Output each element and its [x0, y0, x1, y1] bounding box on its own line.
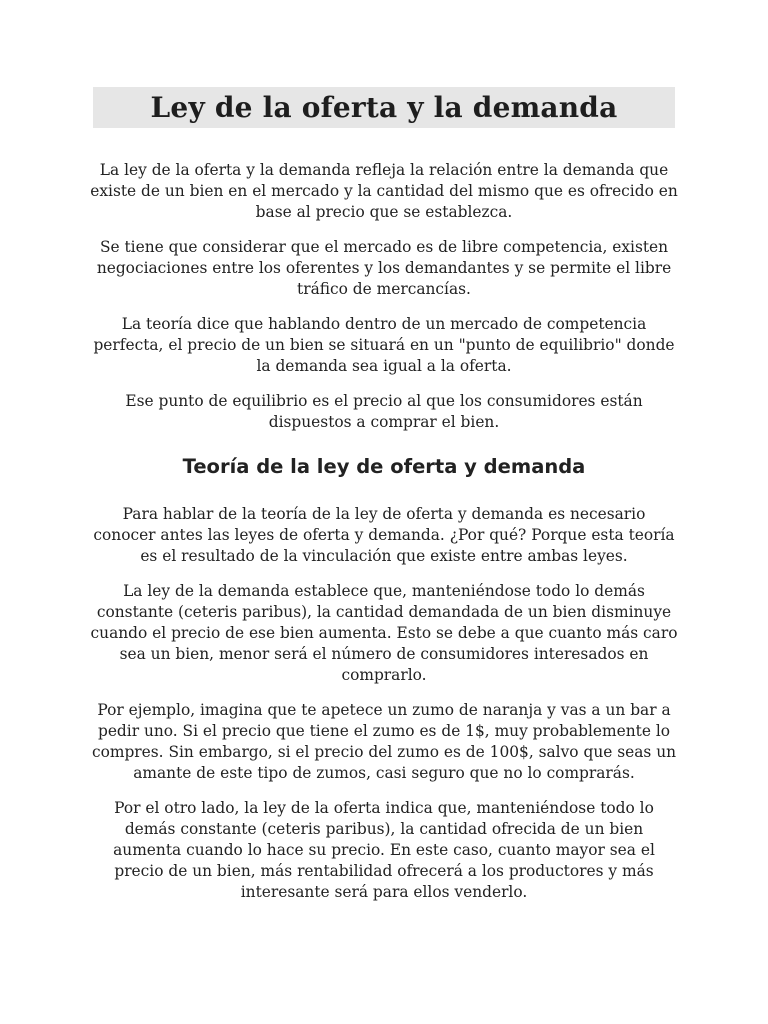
- section-heading: Teoría de la ley de oferta y demanda: [182, 455, 586, 478]
- section-paragraph-4: Por el otro lado, la ley de la oferta indica que, manteniéndose todo lo demás constante (ceteris paribus), la cantidad ofrecida de un bien aumenta cuando lo hace su precio. En este caso, cuanto mayor sea el precio de un bien, más rentabilidad ofrecerá a los productores y más interesante será para ellos venderlo.: [113, 799, 655, 901]
- page-title: Ley de la oferta y la demanda: [150, 91, 618, 124]
- intro-paragraph-4: Ese punto de equilibrio es el precio al que los consumidores están dispuestos a comprar el bien.: [125, 392, 643, 431]
- section-paragraph-3: Por ejemplo, imagina que te apetece un zumo de naranja y vas a un bar a pedir uno. Si el precio que tiene el zumo es de 1$, muy probablemente lo compres. Sin embargo, si el precio del zumo es de 100$, salvo que seas un amante de este tipo de zumos, casi seguro que no lo comprarás.: [91, 701, 677, 782]
- intro-paragraph-1: La ley de la oferta y la demanda refleja la relación entre la demanda que existe de un bien en el mercado y la cantidad del mismo que es ofrecido en base al precio que se establezca.: [90, 161, 678, 221]
- document-body: [90, 160, 678, 917]
- title-banner: [93, 87, 675, 128]
- section-paragraph-1: Para hablar de la teoría de la ley de oferta y demanda es necesario conocer antes las leyes de oferta y demanda. ¿Por qué? Porque esta teoría es el resultado de la vinculación que existe entre ambas leyes.: [93, 505, 675, 565]
- intro-paragraph-2: Se tiene que considerar que el mercado es de libre competencia, existen negociaciones entre los oferentes y los demandantes y se permite el libre tráfico de mercancías.: [96, 238, 672, 298]
- section-paragraph-2: La ley de la demanda establece que, manteniéndose todo lo demás constante (ceteris paribus), la cantidad demandada de un bien disminuye cuando el precio de ese bien aumenta. Esto se debe a que cuanto más caro sea un bien, menor será el número de consumidores interesados en comprarlo.: [90, 582, 678, 684]
- intro-paragraph-3: La teoría dice que hablando dentro de un mercado de competencia perfecta, el precio de un bien se situará en un "punto de equilibrio" donde la demanda sea igual a la oferta.: [93, 315, 675, 375]
